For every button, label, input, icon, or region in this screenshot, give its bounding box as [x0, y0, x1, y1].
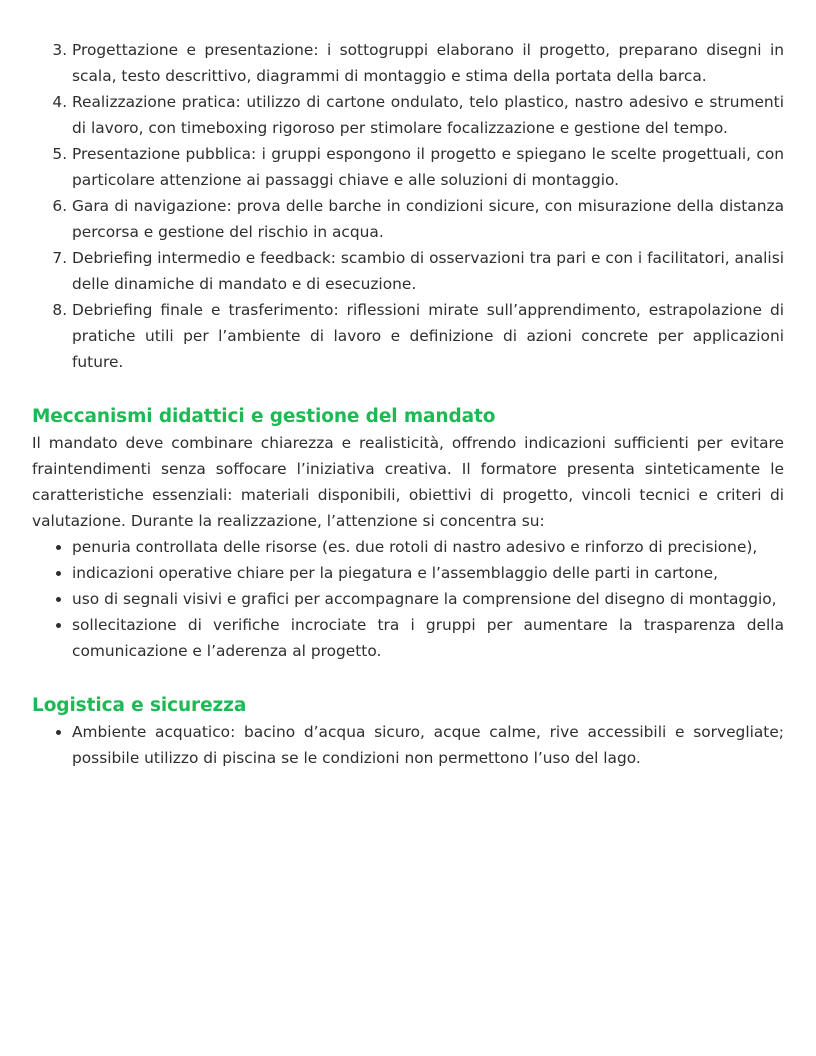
list-item: • sollecitazione di verifiche incrociate tra i gruppi per aumentare la trasparenza della comunicazione e l’aderenza al progetto. — [72, 612, 784, 664]
list-item: 4. Realizzazione pratica: utilizzo di cartone ondulato, telo plastico, nastro adesivo e strumenti di lavoro, con timeboxing rigoroso per stimolare focalizzazione e gestione del tempo. — [72, 89, 784, 141]
mechanisms-bullet-list — [32, 534, 784, 664]
mechanisms-paragraph: Il mandato deve combinare chiarezza e realisticità, offrendo indicazioni sufficienti per evitare fraintendimenti senza soffocare l’iniziativa creativa. Il formatore presenta sinteticamente le caratteristiche essenziali: materiali disponibili, obiettivi di progetto, vincoli tecnici e criteri di valutazione. Durante la realizzazione, l’attenzione si concentra su: — [32, 434, 784, 530]
list-item: 6. Gara di navigazione: prova delle barche in condizioni sicure, con misurazione della distanza percorsa e gestione del rischio in acqua. — [72, 193, 784, 245]
activity-steps-list — [32, 37, 784, 375]
list-item: • indicazioni operative chiare per la piegatura e l’assemblaggio delle parti in cartone, — [72, 560, 784, 586]
list-item: 7. Debriefing intermedio e feedback: scambio di osservazioni tra pari e con i facilitatori, analisi delle dinamiche di mandato e di esecuzione. — [72, 245, 784, 297]
document-page — [32, 37, 784, 771]
logistics-bullet-list — [32, 719, 784, 771]
list-item: • penuria controllata delle risorse (es. due rotoli di nastro adesivo e rinforzo di precisione), — [72, 534, 784, 560]
section-heading-logistics: Logistica e sicurezza — [32, 695, 247, 716]
list-item: 5. Presentazione pubblica: i gruppi espongono il progetto e spiegano le scelte progettuali, con particolare attenzione ai passaggi chiave e alle soluzioni di montaggio. — [72, 141, 784, 193]
section-heading-mechanisms: Meccanismi didattici e gestione del mandato — [32, 406, 496, 427]
list-item: • Ambiente acquatico: bacino d’acqua sicuro, acque calme, rive accessibili e sorvegliate; possibile utilizzo di piscina se le condizioni non permettono l’uso del lago. — [72, 719, 784, 771]
list-item: 3. Progettazione e presentazione: i sottogruppi elaborano il progetto, preparano disegni in scala, testo descrittivo, diagrammi di montaggio e stima della portata della barca. — [72, 37, 784, 89]
list-item: • uso di segnali visivi e grafici per accompagnare la comprensione del disegno di montaggio, — [72, 586, 784, 612]
list-item: 8. Debriefing finale e trasferimento: riflessioni mirate sull’apprendimento, estrapolazione di pratiche utili per l’ambiente di lavoro e definizione di azioni concrete per applicazioni future. — [72, 297, 784, 375]
